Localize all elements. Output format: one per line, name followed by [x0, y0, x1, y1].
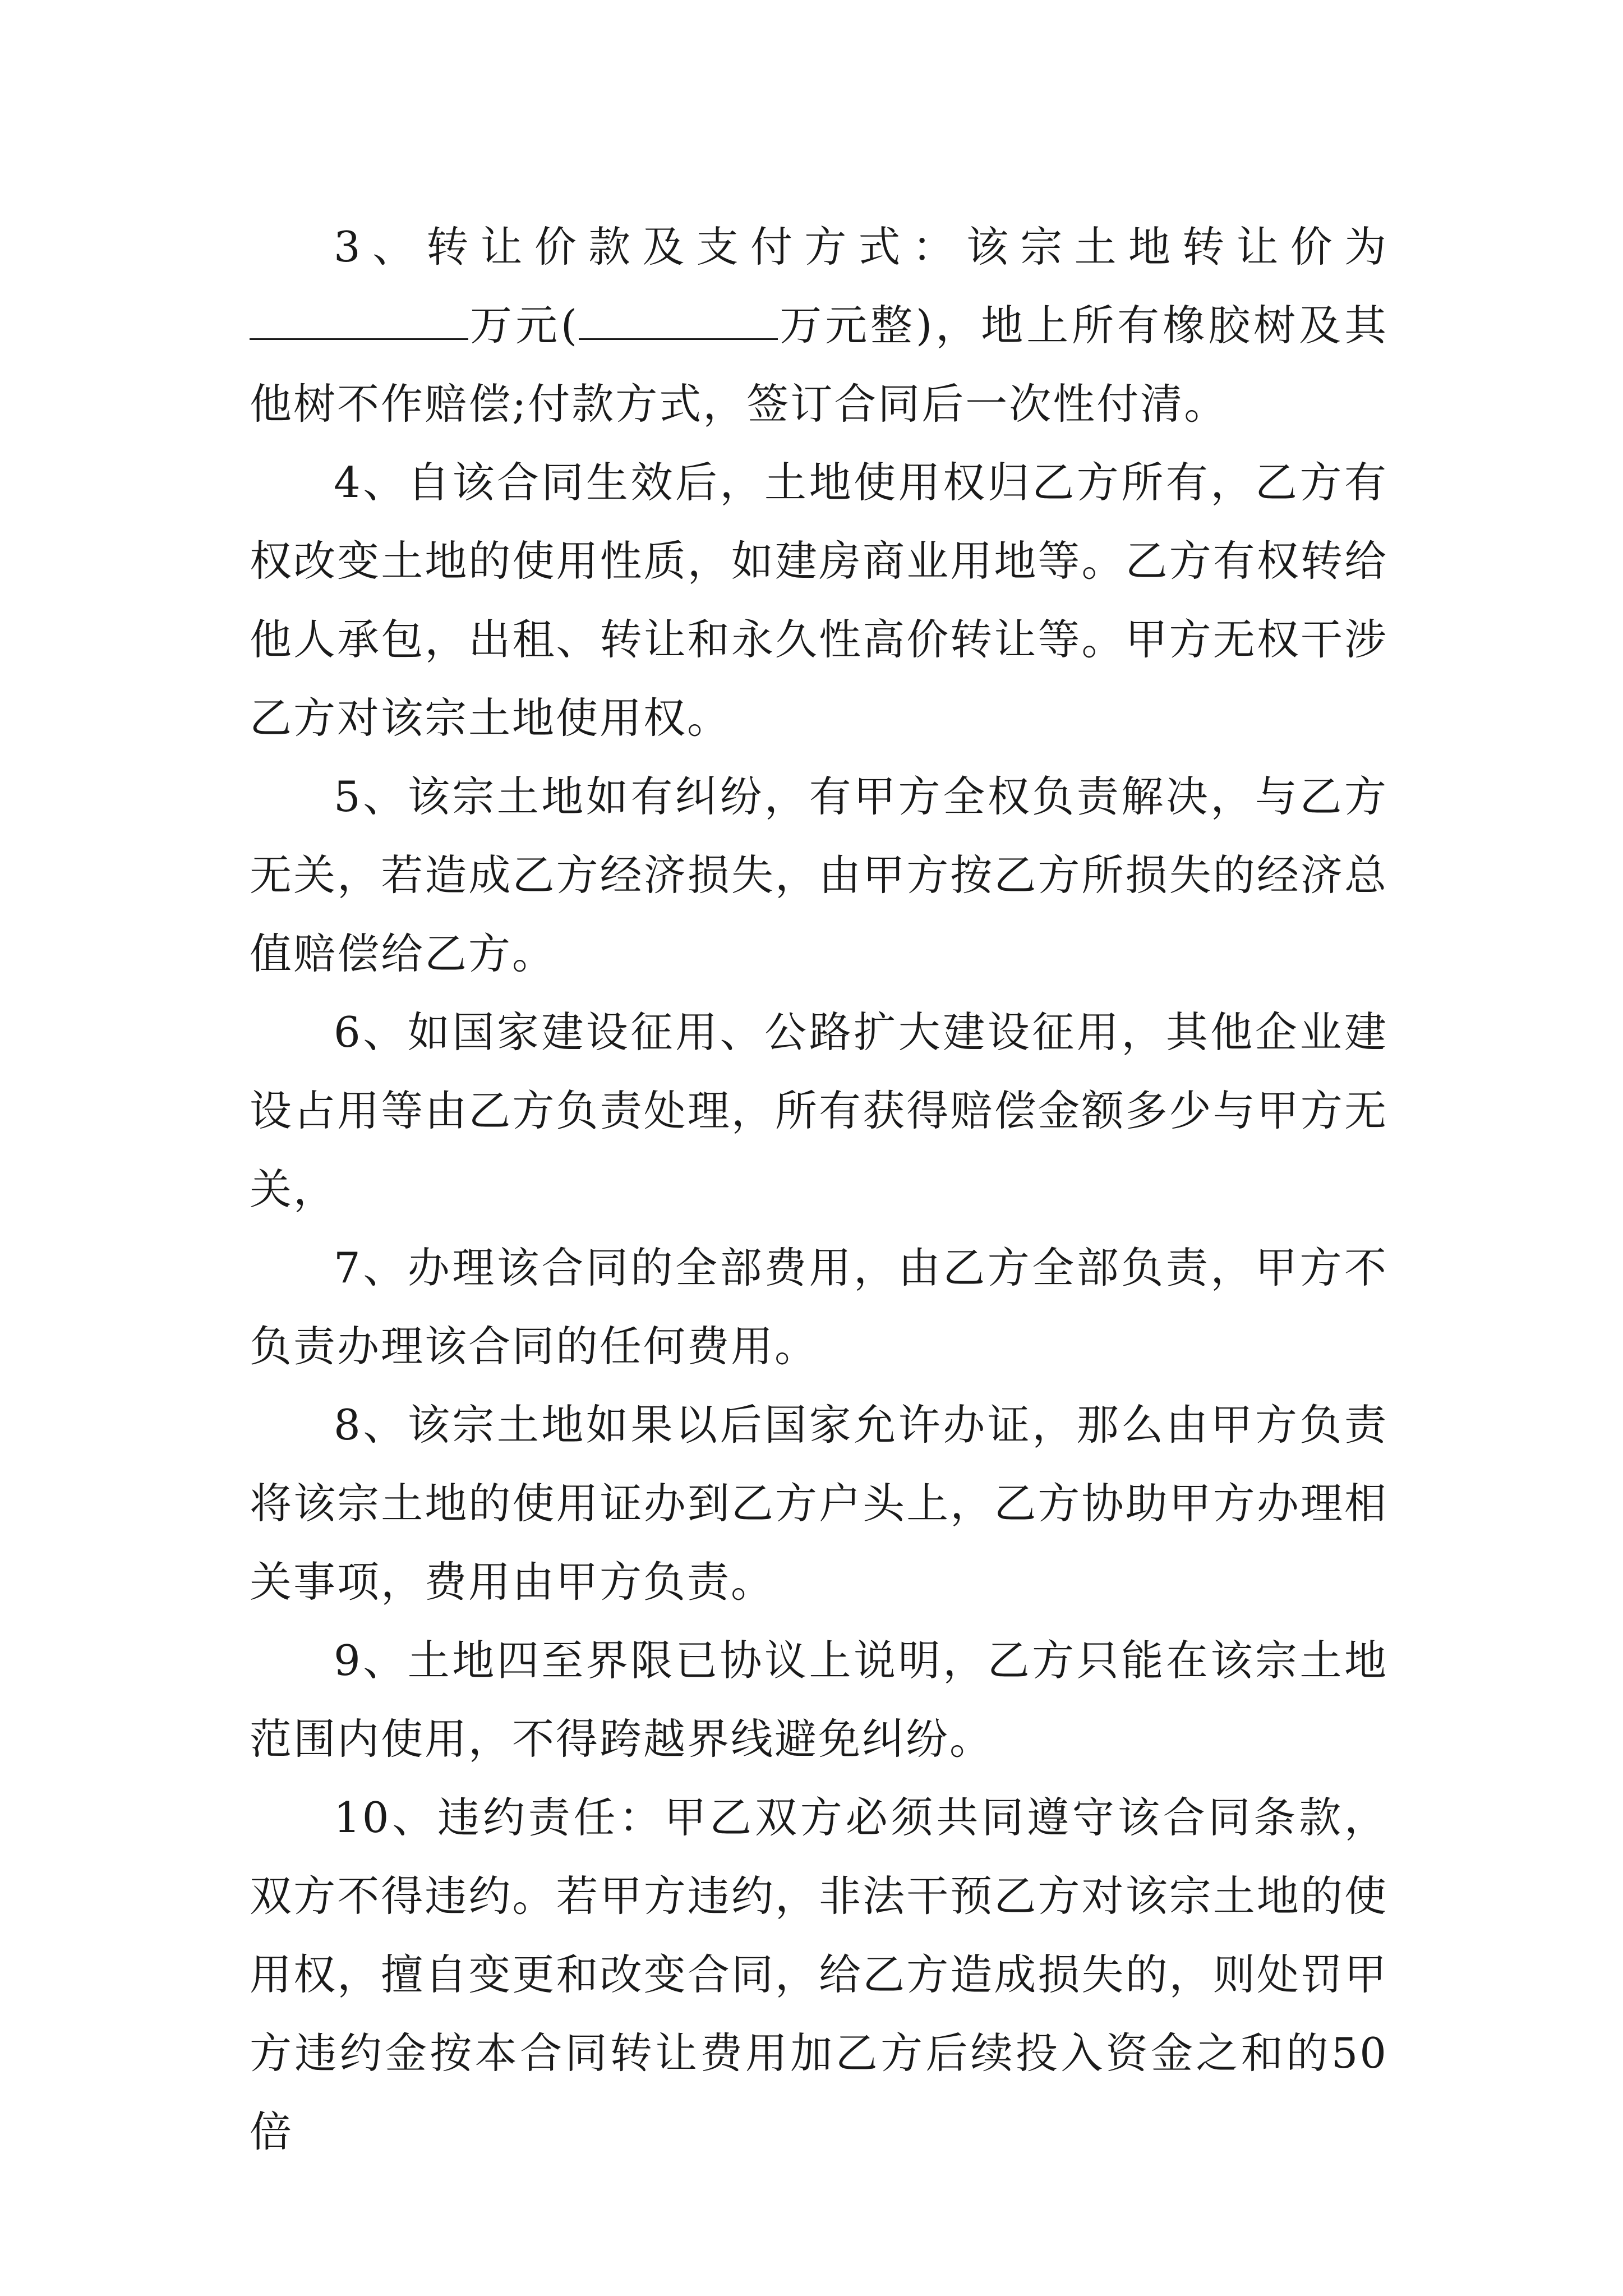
clause-3: [250, 208, 1388, 443]
clause-6: 6、如国家建设征用、公路扩大建设征用，其他企业建设占用等由乙方负责处理，所有获得赔偿金额多少与甲方无关，: [250, 1007, 1388, 1214]
clause-10: 10、违约责任：甲乙双方必须共同遵守该合同条款，双方不得违约。若甲方违约，非法干预乙方对该宗土地的使用权，擅自变更和改变合同，给乙方造成损失的，则处罚甲方违约金按本合同转让费用加乙方后续投入资金之和的50倍: [250, 1793, 1388, 2156]
contract-body: [250, 208, 1388, 2171]
clause-3-text-mid: 万元(: [468, 301, 579, 350]
clause-8: 8、该宗土地如果以后国家允许办证，那么由甲方负责将该宗土地的使用证办到乙方户头上，乙方协助甲方办理相关事项，费用由甲方负责。: [250, 1400, 1388, 1607]
clause-3-text-end: 万元整)，地上所有橡胶树及其他树不作赔偿;付款方式，签订合同后一次性付清。: [250, 301, 1388, 429]
clause-4: 4、自该合同生效后，土地使用权归乙方所有，乙方有权改变土地的使用性质，如建房商业用地等。乙方有权转给他人承包，出租、转让和永久性高价转让等。甲方无权干涉乙方对该宗土地使用权。: [250, 458, 1388, 743]
price-capital-blank: [579, 299, 778, 340]
clause-3-text-start: 3、转让价款及支付方式：该宗土地转让价为: [334, 222, 1388, 272]
clause-7: 7、办理该合同的全部费用，由乙方全部负责，甲方不负责办理该合同的任何费用。: [250, 1243, 1388, 1371]
clause-9: 9、土地四至界限已协议上说明，乙方只能在该宗土地范围内使用，不得跨越界线避免纠纷。: [250, 1636, 1388, 1764]
price-blank: [250, 299, 468, 340]
clause-5: 5、该宗土地如有纠纷，有甲方全权负责解决，与乙方无关，若造成乙方经济损失，由甲方按乙方所损失的经济总值赔偿给乙方。: [250, 772, 1388, 978]
